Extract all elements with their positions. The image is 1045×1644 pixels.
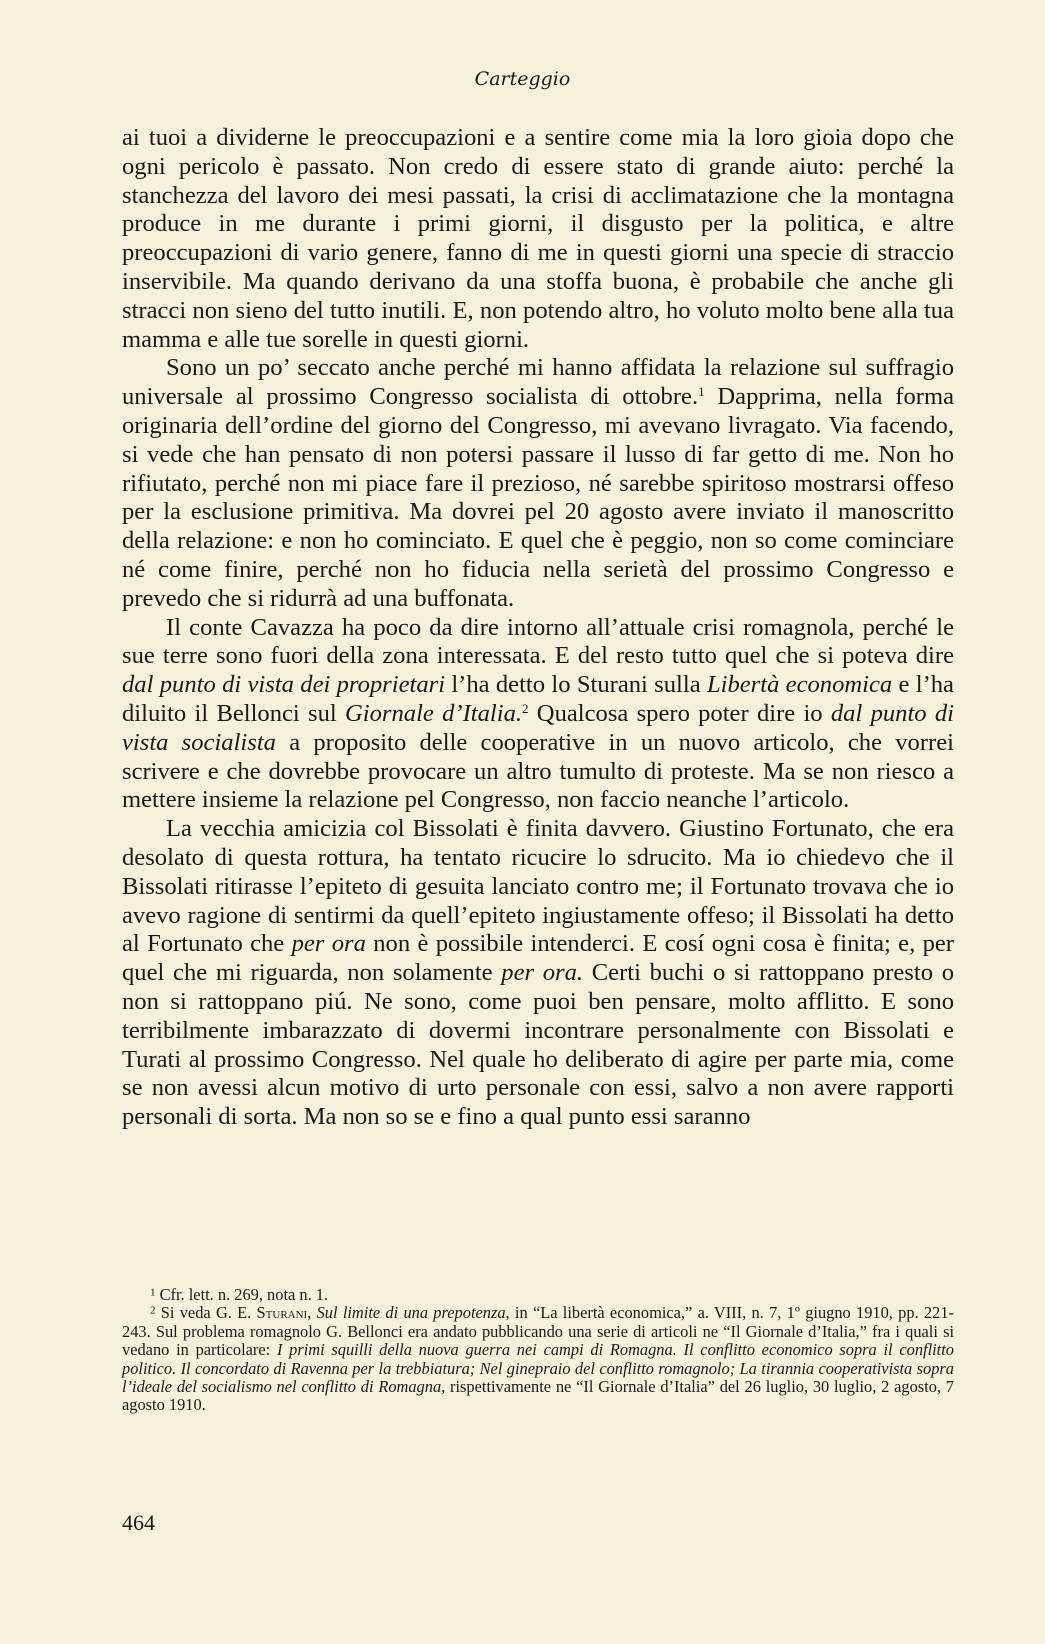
footnote-2-text-d: rispettivamente ne “Il Giornale d’Italia” del 26 luglio, 30 luglio, 2 agosto, 7 agosto 1910.	[122, 1377, 954, 1415]
paragraph-2-text-b: Dapprima, nella forma originaria dell’ordine del giorno del Congresso, mi avevano livragato. Via facendo, si vede che han pensato di non potersi passare il lusso di far getto di me. Non ho rifiutato, perché non mi piace fare il prezioso, né sarebbe spiritoso mostrarsi offeso per la esclusione primitiva. Ma dovrei pel 20 agosto avere inviato il manoscritto della relazione: e non ho cominciato. E quel che è peggio, non so come cominciare né come finire, perché non ho fiducia nella serietà del prossimo Congresso e prevedo che si ridurrà ad una buffonata.	[122, 383, 954, 612]
footnote-2-mark: 2	[150, 1305, 156, 1318]
italic-phrase-socialista: dal punto di vista socialista	[122, 699, 955, 756]
paragraph-4-text-c: Certi buchi o si rattoppano presto o non si rattoppano piú. Ne sono, come puoi ben pensare, molto afflitto. E sono terribilmente imbarazzato di dovermi incontrare personalmente con Bissolati e Turati al prossimo Congresso. Nel quale ho deliberato di agire per parte mia, come se non avessi alcun motivo di urto personale con essi, salvo a non avere rapporti personali di sorta. Ma non so se e fino a qual punto essi saranno	[122, 959, 954, 1131]
running-header: Carteggio	[474, 68, 571, 90]
paragraph-3	[122, 614, 954, 816]
footnote-2-title: Sul limite di una prepotenza	[316, 1303, 506, 1323]
main-text	[122, 124, 954, 1132]
footnote-1-text: Cfr. lett. n. 269, nota n. 1.	[159, 1285, 329, 1304]
italic-title-liberta-economica: Libertà economica	[706, 671, 893, 699]
footnote-2-text-b: ,	[307, 1303, 317, 1323]
paragraph-4	[122, 815, 954, 1132]
footnote-2-articles: I primi squilli della nuova guerra nei campi di Romagna. Il conflitto economico sopra il conflitto politico. Il concordato di Ravenna per la trebbiatura; Nel ginepraio del conflitto romagnolo; La tirannia cooperativista sopra l’ideale del socialismo nel conflitto di Romagna,	[122, 1340, 954, 1397]
footnote-ref-2[interactable]: 2	[522, 701, 529, 717]
footnote-2-text-a: Si veda G. E.	[160, 1303, 257, 1323]
paragraph-4-text-b: non è possibile intenderci. E cosí ogni cosa è finita; e, per quel che mi riguarda, non solamente	[122, 930, 954, 987]
footnote-2-author: Sturani	[256, 1303, 308, 1323]
footnotes	[122, 1286, 954, 1415]
paragraph-3-text-c: e l’ha diluito il Bellonci sul	[122, 671, 954, 727]
page-number: 464	[122, 1510, 155, 1535]
italic-per-ora-2: per ora.	[501, 959, 584, 987]
paragraph-3-text-d: Qualcosa spero poter dire io	[528, 699, 831, 727]
paragraph-2-text-a: Sono un po’ seccato anche perché mi hanno affidata la relazione sul suffragio universale al prossimo Congresso socialista di ottobre.	[122, 354, 954, 411]
paragraph-3-text-e: a proposito delle cooperative in un nuovo articolo, che vorrei scrivere e che dovrebbe provocare un altro tumulto di proteste. Ma se non riesco a mettere insieme la relazione pel Congresso, non faccio neanche l’articolo.	[122, 728, 954, 814]
paragraph-3-text-b: l’ha detto lo Sturani sulla	[445, 671, 707, 699]
footnote-2	[122, 1304, 954, 1414]
paragraph-4-text-a: La vecchia amicizia col Bissolati è finita davvero. Giustino Fortunato, che era desolato di questa rottura, ha tentato ricucire lo sdrucito. Ma io chiedevo che il Bissolati ritirasse l’epiteto di gesuita lanciato contro me; il Fortunato trovava che io avevo ragione di sentirmi da quell’epiteto ingiustamente offeso; il Bissolati ha detto al Fortunato che	[122, 815, 954, 958]
italic-title-giornale-italia: Giornale d’Italia.	[345, 699, 523, 727]
footnote-ref-1[interactable]: 1	[698, 384, 705, 400]
paragraph-3-text-a: Il conte Cavazza ha poco da dire intorno all’attuale crisi romagnola, perché le sue terre sono fuori della zona interessata. E del resto tutto quel che si poteva dire	[122, 613, 954, 670]
italic-per-ora-1: per ora	[291, 930, 366, 958]
paragraph-2	[122, 354, 954, 613]
footnote-2-text-c: , in “La libertà economica,” a. VIII, n. 7, 1º giugno 1910, pp. 221-243. Sul problema romagnolo G. Bellonci era andato pubblicando una serie di articoli ne “Il Giornale d’Italia,” fra i quali si vedano in particolare:	[122, 1303, 954, 1360]
italic-phrase-proprietari: dal punto di vista dei proprietari	[122, 671, 446, 699]
footnote-1	[122, 1286, 954, 1304]
footnote-1-mark: 1	[150, 1286, 156, 1299]
paragraph-1: ai tuoi a dividerne le preoccupazioni e a sentire come mia la loro gioia dopo che ogni pericolo è passato. Non credo di essere stato di grande aiuto: perché la stanchezza del lavoro dei mesi passati, la crisi di acclimatazione che la montagna produce in me durante i primi giorni, il disgusto per la politica, e altre preoccupazioni di vario genere, fanno di me in questi giorni una specie di straccio inservibile. Ma quando derivano da una stoffa buona, è probabile che anche gli stracci non sieno del tutto inutili. E, non potendo altro, ho voluto molto bene alla tua mamma e alle tue sorelle in questi giorni.	[122, 124, 954, 353]
